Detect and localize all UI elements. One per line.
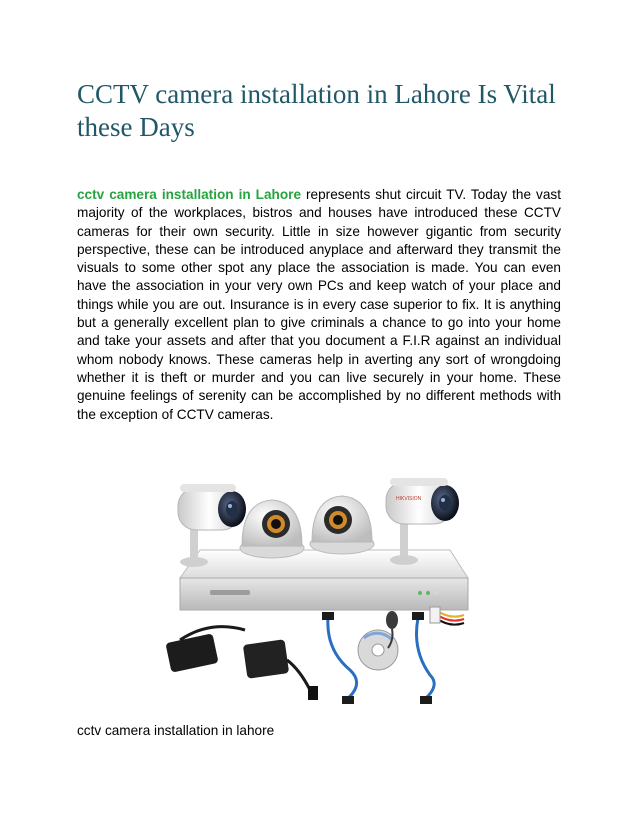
accessories bbox=[322, 607, 464, 704]
body-paragraph bbox=[77, 186, 561, 424]
body-text: represents shut circuit TV. Today the vast majority of the workplaces, bistros and houses have introduced these CCTV cameras for their own security. Little in size however gigantic from security perspective, these can be introduced anyplace and afterward they transmit the visuals to some other spot any place the association is made. You can even have the association in your very own PCs and keep watch of your place and things while you are out. Insurance is in every case superior to fix. It is anything but a generally excellent plan to give criminals a chance to go into your home and take your assets and after that you document a F.I.R against an individual whom nobody knows. These cameras help in averting any sort of wrongdoing whether it is theft or murder and you can live securely in your home. These genuine feelings of serenity can be accomplished by no different methods with the exception of CCTV cameras. bbox=[77, 187, 561, 422]
intro-link[interactable]: cctv camera installation in Lahore bbox=[77, 187, 302, 202]
camera-brand-text: HIKVISION bbox=[396, 496, 422, 502]
power-adapter bbox=[165, 627, 318, 700]
dome-camera-left bbox=[240, 500, 304, 558]
page-title: CCTV camera installation in Lahore Is Vital these Days bbox=[77, 79, 556, 142]
image-caption: cctv camera installation in lahore bbox=[77, 723, 275, 738]
dvr-recorder bbox=[180, 550, 468, 610]
dome-camera-right bbox=[310, 496, 374, 554]
cctv-product-image bbox=[150, 470, 490, 710]
